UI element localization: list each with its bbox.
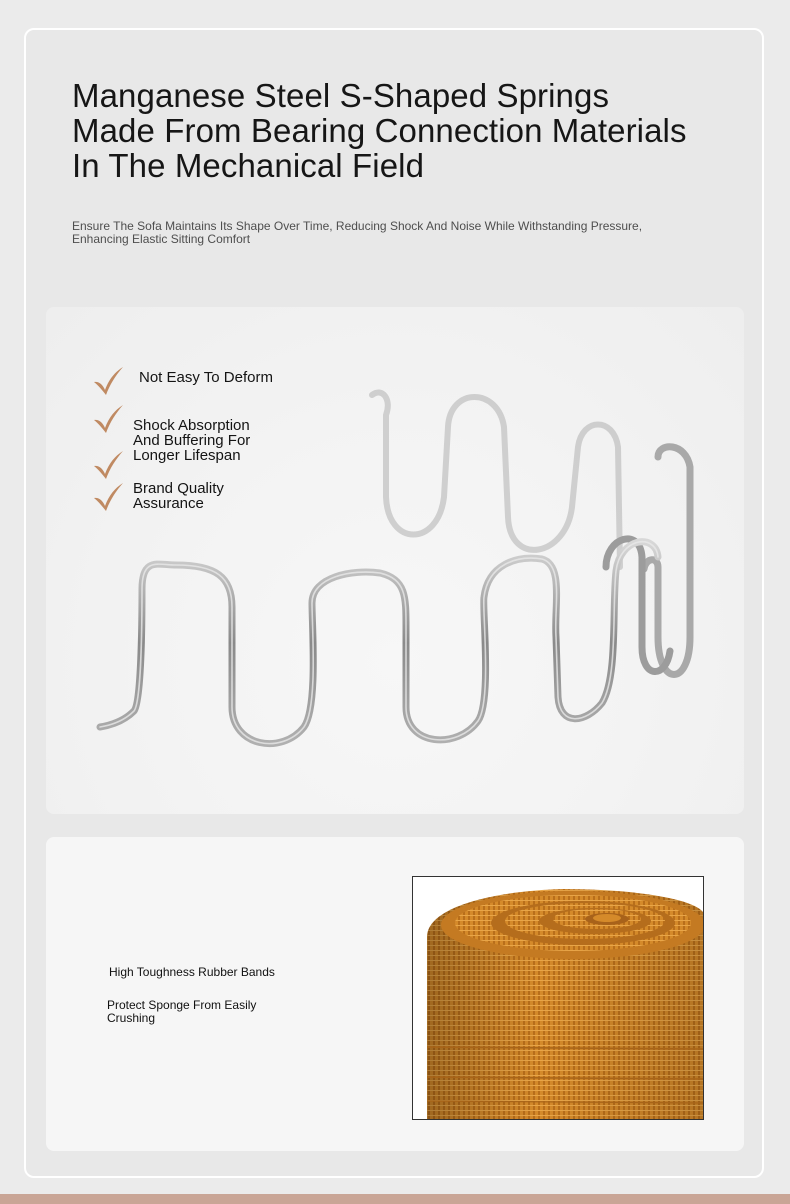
checkmark-icon [92, 481, 126, 513]
feature-label: Not Easy To Deform [139, 369, 273, 386]
bands-title: High Toughness Rubber Bands [109, 965, 275, 979]
checkmark-icon [92, 365, 126, 397]
checkmark-icon [92, 449, 126, 481]
feature-not-easy-to-deform [92, 365, 339, 397]
checkmark-extra [92, 449, 126, 481]
springs-panel [46, 307, 744, 814]
page-title: Manganese Steel S-Shaped Springs Made From Bearing Connection Materials In The Mechanical Field [72, 77, 687, 184]
bands-description: Protect Sponge From Easily Crushing [107, 998, 257, 1025]
bottom-accent-strip [0, 1194, 790, 1204]
page-subtitle: Ensure The Sofa Maintains Its Shape Over Time, Reducing Shock And Noise While Withstanding Pressure, Enhancing Elastic Sitting Comfort [72, 219, 643, 246]
feature-label: Brand Quality Assurance [133, 480, 224, 512]
checkmark-icon [92, 403, 126, 435]
front-spring [100, 542, 658, 744]
side-spring-loop [644, 447, 690, 675]
back-spring [372, 392, 620, 567]
feature-brand-quality [92, 481, 243, 513]
rolled-elastic-band-image [413, 877, 704, 1120]
feature-label: Shock Absorption And Buffering For Longer Lifespan [133, 417, 251, 464]
rubber-bands-panel [46, 837, 744, 1151]
rubber-band-photo [412, 876, 704, 1120]
